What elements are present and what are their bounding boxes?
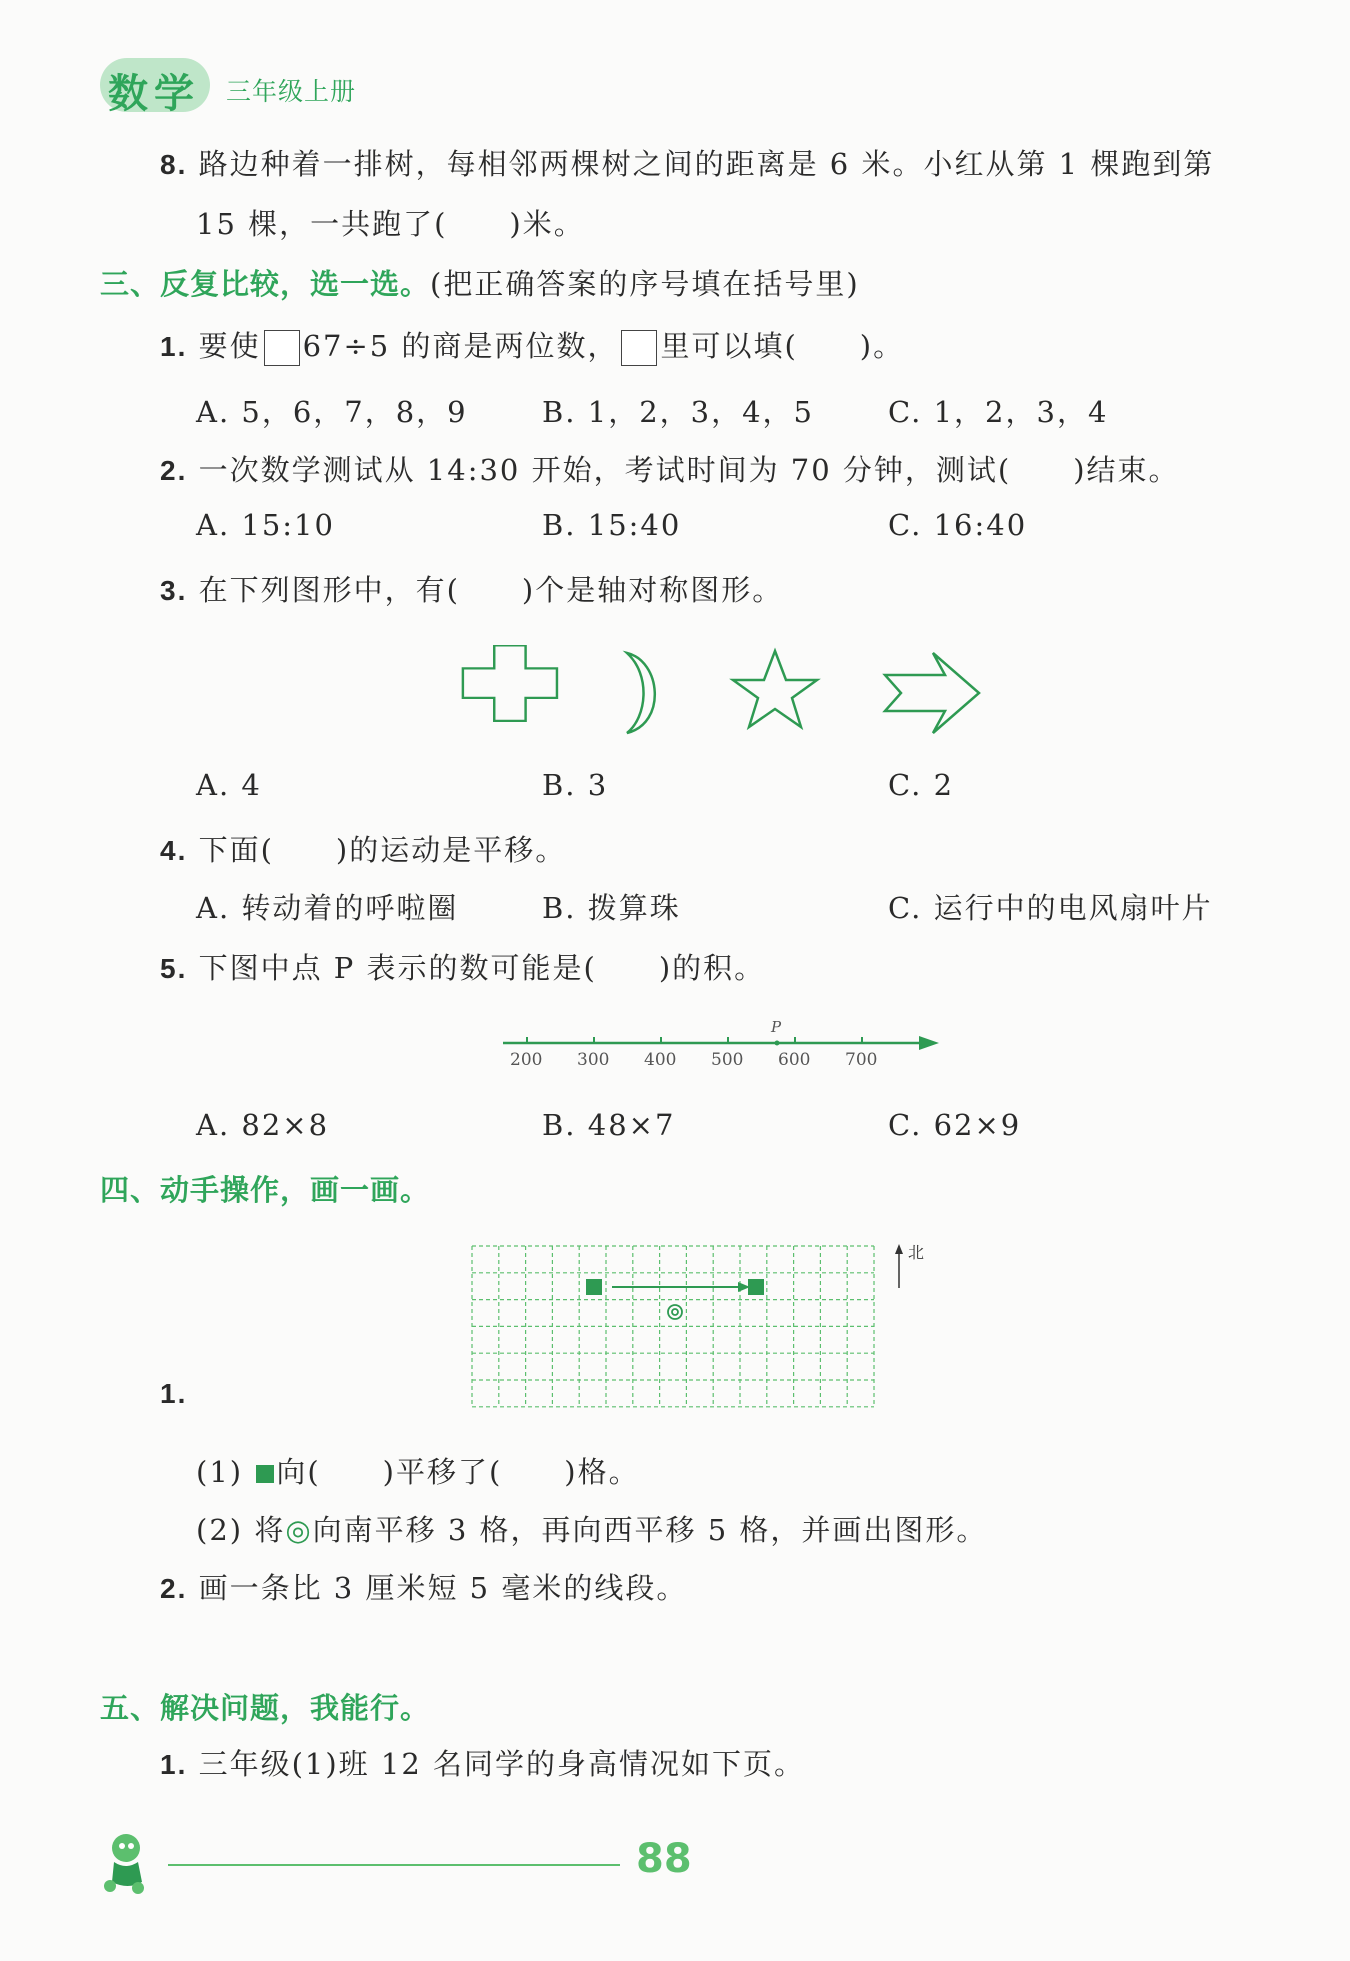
number-line-tick-label: 300 [577,1050,610,1070]
question-4-1-part1 [196,1450,640,1491]
question-5-1 [160,1742,805,1783]
option-a: A. 4 [196,768,262,802]
number-line-tick-label: 700 [845,1050,878,1070]
number-line-tick-label: 600 [778,1050,811,1070]
mascot-icon [98,1826,168,1896]
part-label: (1) [196,1455,244,1489]
option-c: C. 62×9 [888,1108,1022,1142]
grid-figure [468,1238,938,1418]
footer-line [168,1864,620,1866]
question-3-2 [160,448,1180,489]
question-3-1 [160,324,904,366]
question-number: 1. [160,1378,188,1409]
question-text-mid: 67÷5 的商是两位数， [302,329,619,363]
question-text: 下图中点 P 表示的数可能是( )的积。 [198,951,766,985]
part-text: 向( )平移了( )格。 [276,1455,640,1489]
question-number: 2. [160,1573,188,1604]
number-line [495,1015,945,1075]
number-line-tick-label: 500 [711,1050,744,1070]
question-8 [160,142,1214,183]
question-4-1-number [160,1376,187,1410]
section-note: (把正确答案的序号填在括号里) [430,267,860,301]
option-c: C. 16:40 [888,508,1028,542]
option-c: C. 运行中的电风扇叶片 [888,891,1213,925]
question-text-line1: 路边种着一排树，每相邻两棵树之间的距离是 6 米。小红从第 1 棵跑到第 [198,147,1215,181]
option-a: A. 5，6，7，8，9 [196,395,468,429]
section-4-heading: 四、动手操作，画一画。 [100,1173,431,1207]
question-text: 三年级(1)班 12 名同学的身高情况如下页。 [198,1747,805,1781]
question-number: 1. [160,1749,188,1780]
question-8-line2: 15 棵，一共跑了( )米。 [196,207,585,241]
blank-box[interactable] [264,330,300,366]
option-b: B. 1，2，3，4，5 [542,395,815,429]
question-number: 8. [160,149,188,180]
page-number: 88 [636,1836,692,1882]
blank-box[interactable] [621,330,657,366]
question-text-pre: 要使 [198,329,261,363]
square-end [748,1279,764,1295]
question-3-4 [160,828,566,869]
cross-shape [463,645,557,720]
option-b: B. 48×7 [542,1108,676,1142]
question-3-3 [160,568,783,609]
number-line-arrowhead [919,1036,939,1050]
part-text-pre: 将 [254,1513,286,1547]
option-a: A. 15:10 [196,508,335,542]
option-c: C. 1，2，3，4 [888,395,1109,429]
question-text: 下面( )的运动是平移。 [198,833,567,867]
point-p-marker [775,1041,780,1046]
part-text-post: 向南平移 3 格，再向西平移 5 格，并画出图形。 [312,1513,988,1547]
option-b: B. 15:40 [542,508,682,542]
question-4-1-part2 [196,1508,987,1549]
section-3-heading [100,262,860,303]
north-arrow-head [895,1244,903,1254]
question-text: 一次数学测试从 14:30 开始，考试时间为 70 分钟，测试( )结束。 [198,453,1180,487]
question-text-post: 里可以填( )。 [660,329,905,363]
target-circle-outer [668,1305,682,1319]
option-b: B. 3 [542,768,609,802]
question-3-5 [160,946,765,987]
question-4-2 [160,1566,687,1607]
question-number: 4. [160,835,188,866]
question-number: 1. [160,331,188,362]
header-subtitle: 三年级上册 [226,77,357,106]
question-text: 画一条比 3 厘米短 5 毫米的线段。 [198,1571,688,1605]
part-label: (2) [196,1513,244,1547]
number-line-tick-label: 200 [510,1050,543,1070]
section-title: 三、反复比较，选一选。 [100,267,431,301]
crescent-shape [627,653,655,733]
number-line-tick-label: 400 [644,1050,677,1070]
header-title: 数学 [108,71,200,117]
target-circle-inner [672,1309,678,1315]
question-number: 2. [160,455,188,486]
option-b: B. 拨算珠 [542,891,681,925]
shapes-figure [455,645,995,740]
square-start [586,1279,602,1295]
north-label: 北 [908,1243,925,1262]
question-text: 在下列图形中，有( )个是轴对称图形。 [198,573,784,607]
question-number: 3. [160,575,188,606]
option-a: A. 转动着的呼啦圈 [196,891,459,925]
star-shape [733,651,817,727]
arrow-shape [885,653,979,733]
question-number: 5. [160,953,188,984]
option-c: C. 2 [888,768,955,802]
green-square-icon [256,1465,274,1483]
point-p-label: P [771,1018,782,1036]
section-5-heading: 五、解决问题，我能行。 [100,1691,431,1725]
option-a: A. 82×8 [196,1108,330,1142]
target-circle-icon: ◎ [285,1513,313,1547]
